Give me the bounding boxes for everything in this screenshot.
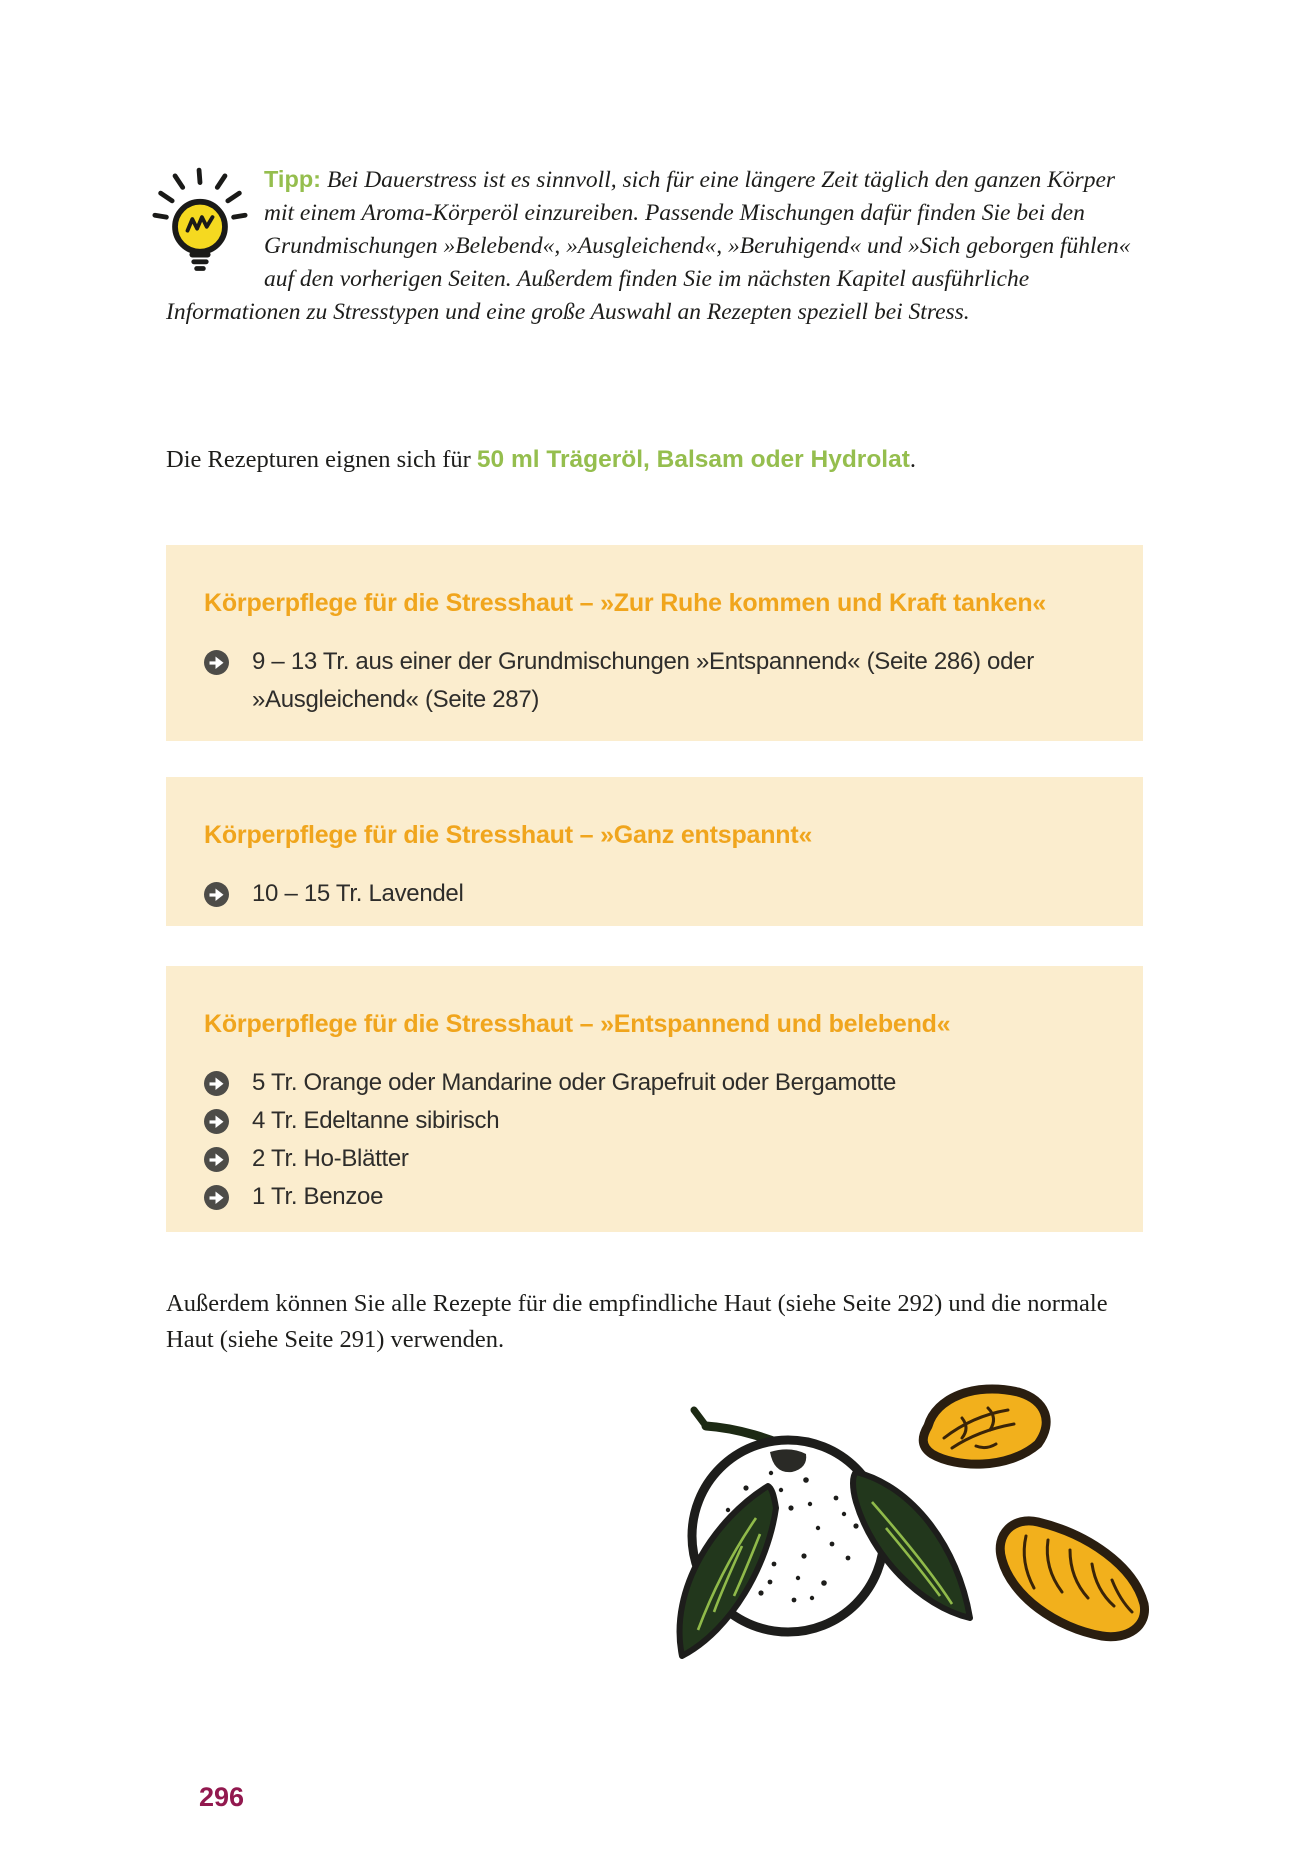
mandarin-illustration — [556, 1368, 1186, 1708]
arrow-circle-bullet-icon — [204, 881, 229, 906]
intro-highlight: 50 ml Trägeröl, Balsam oder Hydrolat — [476, 446, 910, 473]
recipe-item — [204, 1102, 1105, 1140]
page-number: 296 — [199, 1782, 245, 1812]
outro-paragraph: Außerdem können Sie alle Rezepte für die empfindliche Haut (siehe Seite 292) und die normale Haut (siehe Seite 291) verwenden. — [166, 1290, 1108, 1353]
recipe-item-text: 4 Tr. Edeltanne sibirisch — [252, 1107, 500, 1134]
recipe-item — [204, 1064, 1105, 1102]
intro-suffix: . — [909, 446, 917, 473]
intro-prefix: Die Rezepturen eignen sich für — [166, 446, 477, 473]
recipe-item-text: 1 Tr. Benzoe — [252, 1183, 384, 1210]
tip-text: Bei Dauerstress ist es sinnvoll, sich für eine längere Zeit täglich den ganzen Körper mit einem Aroma-Körperöl einzureiben. Passende Mischungen dafür finden Sie bei den Grundmischungen »Belebend«, »Ausgleichend«, »Beruhigend« und »Sich geborgen fühlen« auf den vorherigen Seiten. Außerdem finden Sie im nächsten Kapitel ausführliche Informationen zu Stresstypen und eine große Auswahl an Rezepten speziell bei Stress. — [166, 167, 1131, 325]
lightbulb-icon — [152, 165, 248, 277]
recipe-box-entspannend-und-belebend — [166, 966, 1143, 1232]
recipe-item — [204, 875, 1105, 913]
tip-block — [166, 163, 1146, 329]
intro-paragraph — [166, 443, 1146, 477]
arrow-circle-bullet-icon — [204, 649, 229, 674]
recipe-item — [204, 643, 1105, 719]
recipe-item-text: 10 – 15 Tr. Lavendel — [252, 880, 464, 907]
recipe-item — [204, 1178, 1105, 1216]
recipe-item-text: 5 Tr. Orange oder Mandarine oder Grapefruit oder Bergamotte — [252, 1069, 896, 1096]
arrow-circle-bullet-icon — [204, 1108, 229, 1133]
recipe-box-zur-ruhe-kommen — [166, 545, 1143, 741]
arrow-circle-bullet-icon — [204, 1070, 229, 1095]
recipe-box-ganz-entspannt — [166, 777, 1143, 926]
recipe-item — [204, 1140, 1105, 1178]
recipe-title: Körperpflege für die Stresshaut – »Ganz entspannt« — [204, 821, 813, 849]
arrow-circle-bullet-icon — [204, 1184, 229, 1209]
recipe-title: Körperpflege für die Stresshaut – »Zur Ruhe kommen und Kraft tanken« — [204, 589, 1047, 617]
tip-label: Tipp: — [264, 166, 321, 192]
recipe-list — [204, 1064, 1105, 1216]
recipe-item-text: 9 – 13 Tr. aus einer der Grundmischungen »Entspannend« (Seite 286) oder »Ausgleichend« (Seite 287) — [252, 648, 1034, 713]
tip-paragraph — [166, 163, 1146, 329]
arrow-circle-bullet-icon — [204, 1146, 229, 1171]
recipe-item-text: 2 Tr. Ho-Blätter — [252, 1145, 409, 1172]
recipe-title: Körperpflege für die Stresshaut – »Entspannend und belebend« — [204, 1010, 951, 1038]
recipe-list — [204, 875, 1105, 913]
recipe-list — [204, 643, 1105, 719]
